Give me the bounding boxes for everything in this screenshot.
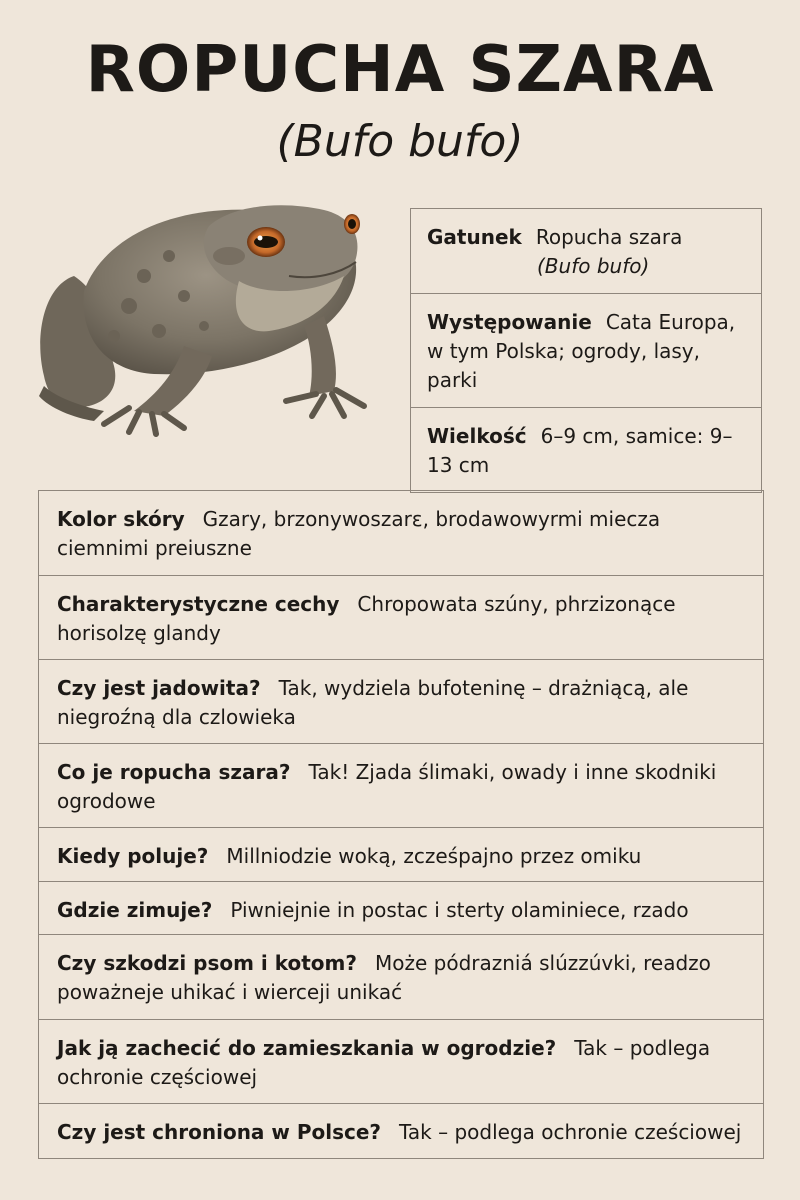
fact-row	[39, 1103, 763, 1159]
species-latin: (Bufo bufo)	[537, 254, 650, 278]
fact-value: Piwniejnie in postac i sterty olaminiece, rzado	[230, 898, 689, 922]
fact-row	[39, 743, 763, 827]
fact-label: Czy jest jadowita?	[57, 676, 261, 700]
fact-label: Czy szkodzi psom i kotom?	[57, 951, 357, 975]
facts-table	[38, 490, 764, 1159]
fact-value: Millniodzie woką, zcześpajno przez omiku	[226, 844, 642, 868]
fact-label: Jak ją zachecić do zamieszkania w ogrodzie?	[57, 1036, 557, 1060]
info-row-range	[411, 294, 762, 408]
info-row-size	[411, 408, 762, 493]
info-row-species	[411, 209, 762, 294]
fact-value: Gzary, brzonywoszarε, brodawowyrmi miecza ciemnimi preiuszne	[57, 507, 661, 560]
fact-row	[39, 575, 763, 659]
fact-value: Może pódrazniá slúzzúvki, readzo poważneje uhikać i wierceji unikać	[57, 951, 711, 1004]
fact-label: Kolor skóry	[57, 507, 185, 531]
latin-name-subtitle: (Bufo bufo)	[276, 116, 524, 167]
fact-label: Co je ropucha szara?	[57, 760, 291, 784]
size-value: 6–9 cm, samice: 9–13 cm	[427, 424, 733, 477]
fact-label: Kiedy poluje?	[57, 844, 209, 868]
size-label: Wielkość	[427, 424, 527, 448]
info-box	[410, 208, 762, 493]
fact-label: Gdzie zimuje?	[57, 898, 213, 922]
fact-row	[39, 827, 763, 881]
range-value: Cata Europa, w tym Polska; ogrody, lasy, parki	[427, 310, 736, 392]
fact-value: Tak, wydziela bufoteninę – drażniącą, ale niegroźną dla czlowieka	[57, 676, 689, 729]
species-value: Ropucha szara	[535, 225, 683, 249]
fact-label: Czy jest chroniona w Polsce?	[57, 1120, 382, 1144]
fact-value: Tak! Zjada ślimaki, owady i inne skodniki ogrodowe	[57, 760, 717, 813]
page-title: ROPUCHA SZARA	[85, 33, 715, 107]
fact-row	[39, 881, 763, 934]
fact-row	[39, 659, 763, 743]
range-label: Występowanie	[427, 310, 592, 334]
fact-row	[39, 490, 763, 575]
toad-illustration	[34, 196, 394, 456]
fact-value: Chropowata szúny, phrzizonące horisolzę glandy	[57, 592, 676, 645]
fact-value: Tak – podlega ochronie częściowej	[57, 1036, 711, 1089]
fact-label: Charakterystyczne cechy	[57, 592, 340, 616]
fact-value: Tak – podlega ochronie cześciowej	[399, 1120, 742, 1144]
fact-row	[39, 934, 763, 1019]
fact-row	[39, 1019, 763, 1103]
species-label: Gatunek	[427, 225, 522, 249]
